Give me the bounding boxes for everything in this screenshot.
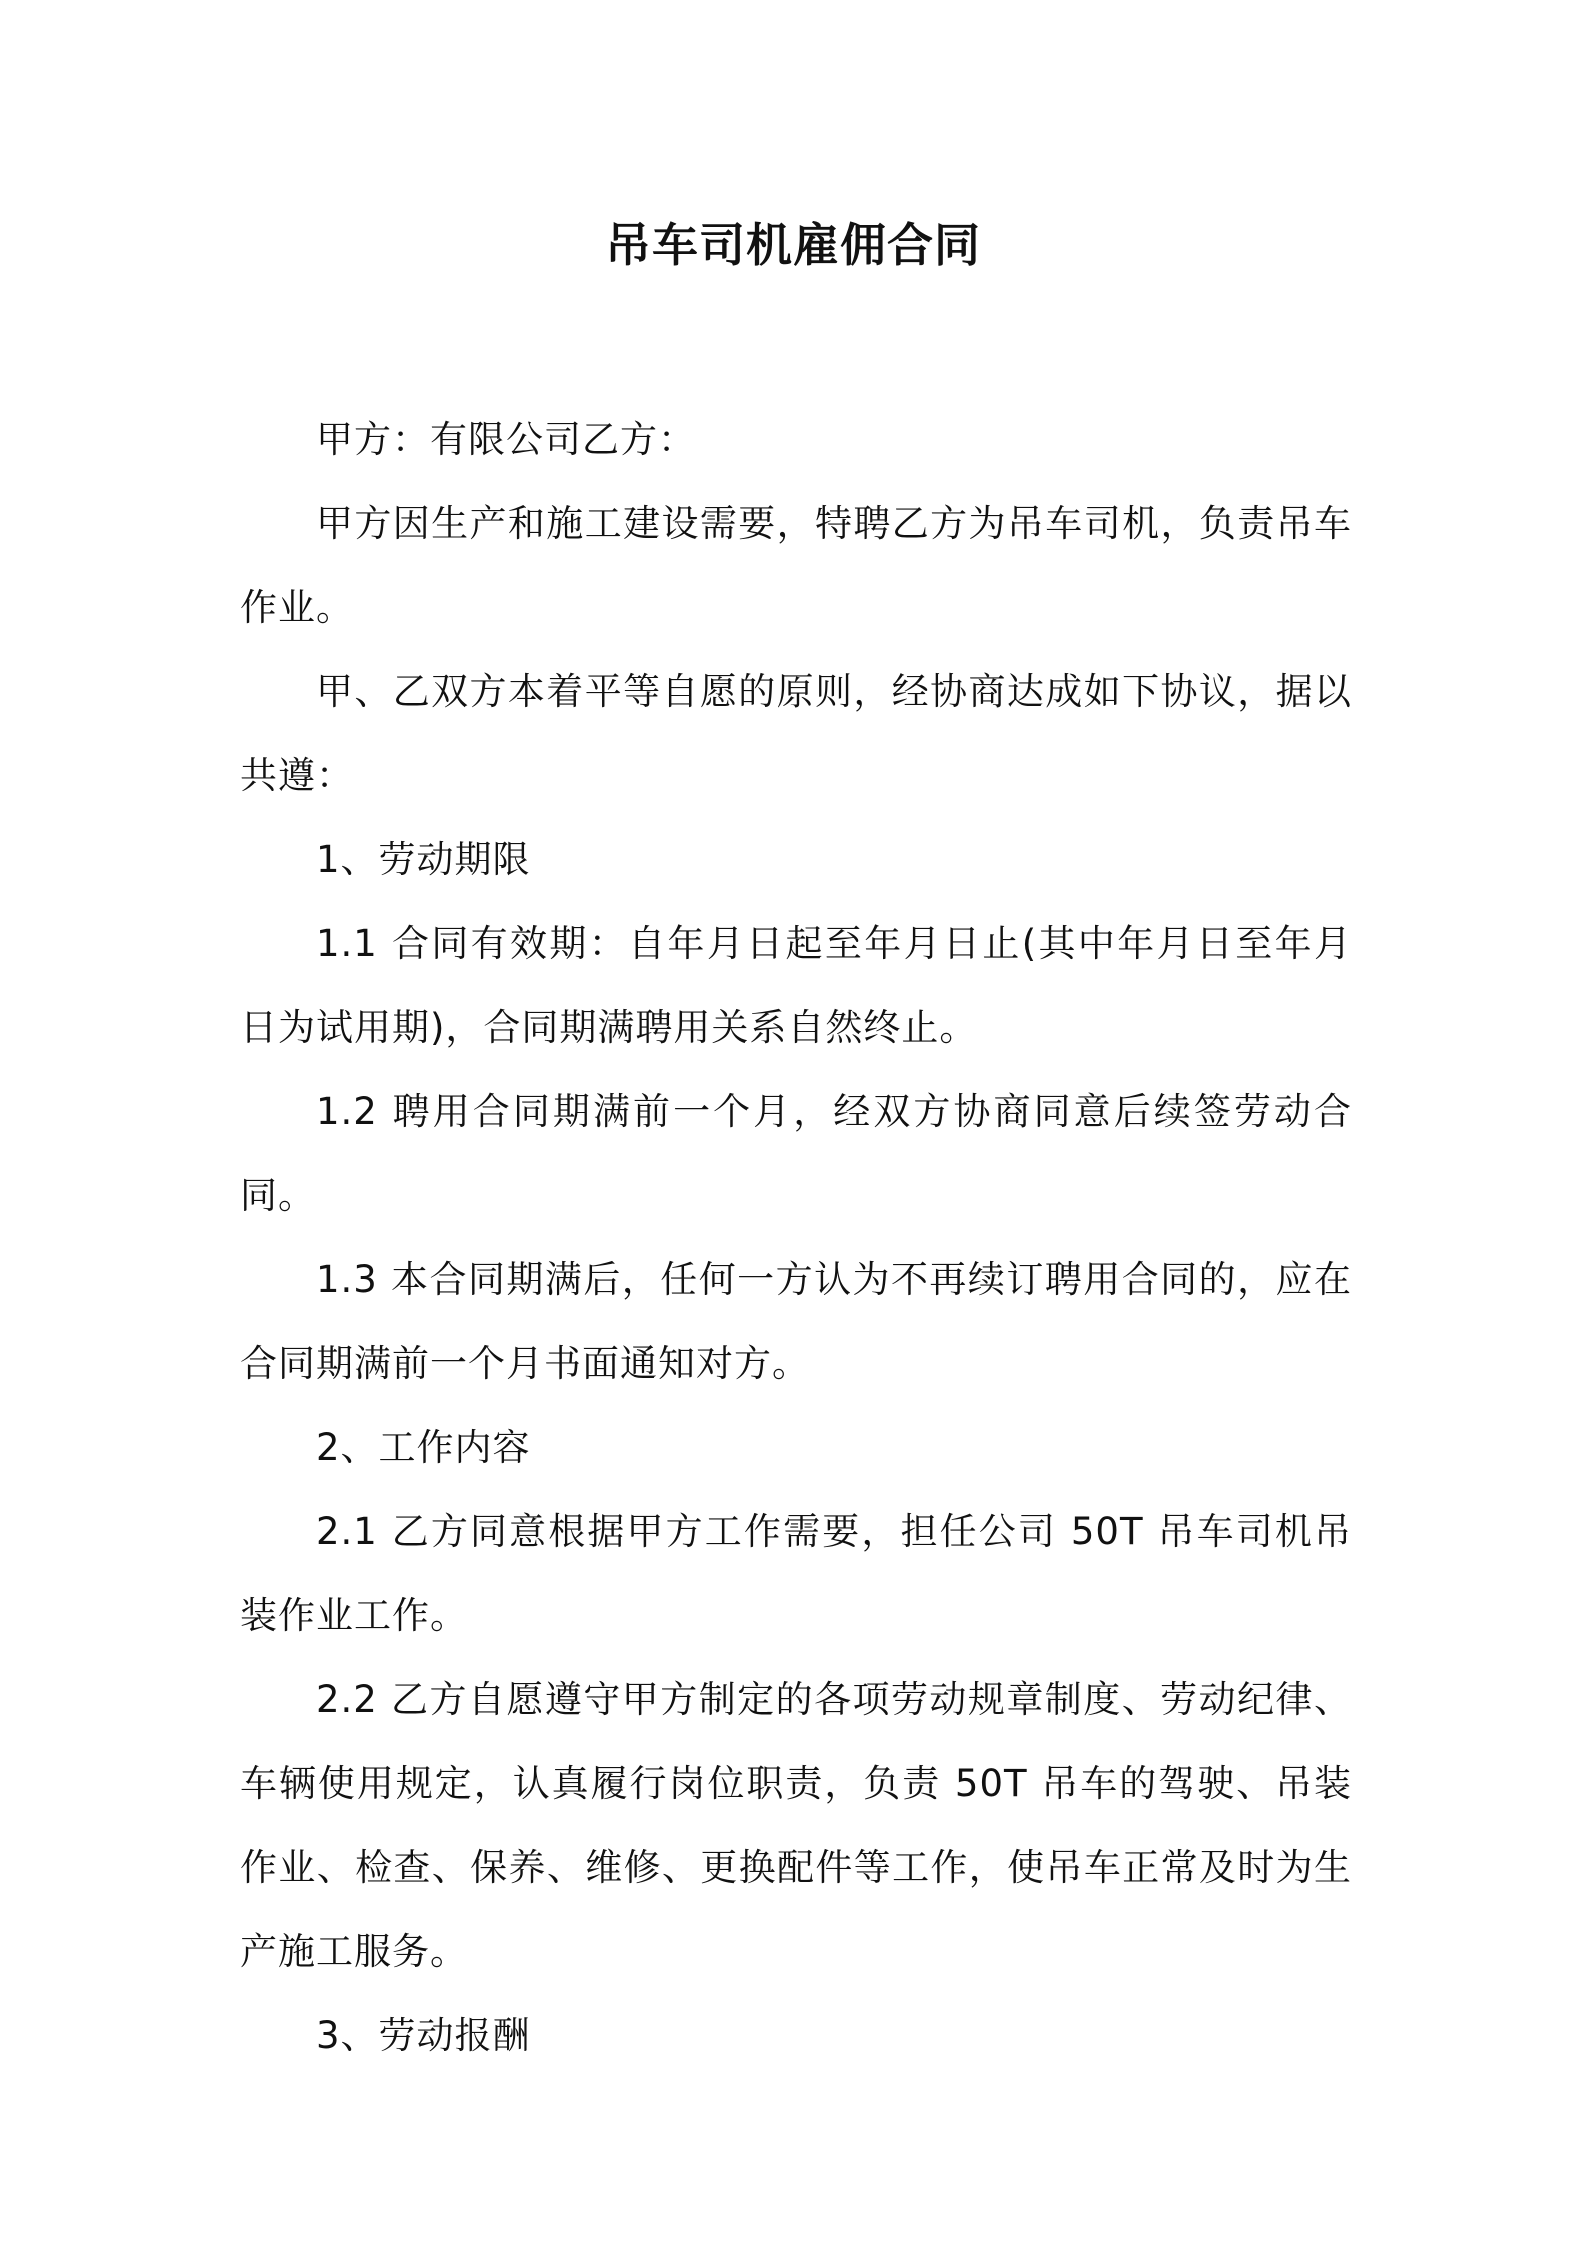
clause-2-2: 2.2 乙方自愿遵守甲方制定的各项劳动规章制度、劳动纪律、车辆使用规定，认真履行岗位职责，负责 50T 吊车的驾驶、吊装作业、检查、保养、维修、更换配件等工作，使吊车正常及时为生产施工服务。 [240, 1678, 1352, 1973]
document-title: 吊车司机雇佣合同 [605, 218, 981, 272]
section-heading-pay: 3、劳动报酬 [316, 2014, 531, 2057]
agreement-paragraph: 甲、乙双方本着平等自愿的原则，经协商达成如下协议，据以共遵： [240, 670, 1352, 797]
clause-1-3: 1.3 本合同期满后，任何一方认为不再续订聘用合同的，应在合同期满前一个月书面通知对方。 [240, 1258, 1352, 1385]
section-heading-term: 1、劳动期限 [316, 838, 531, 881]
purpose-paragraph: 甲方因生产和施工建设需要，特聘乙方为吊车司机，负责吊车作业。 [240, 502, 1352, 629]
clause-2-1: 2.1 乙方同意根据甲方工作需要，担任公司 50T 吊车司机吊装作业工作。 [240, 1510, 1352, 1637]
party-line: 甲方：有限公司乙方： [316, 418, 696, 461]
section-heading-work: 2、工作内容 [316, 1426, 531, 1469]
clause-1-1: 1.1 合同有效期：自年月日起至年月日止(其中年月日至年月日为试用期)，合同期满聘用关系自然终止。 [240, 922, 1352, 1049]
contract-body [240, 398, 1352, 2078]
clause-1-2: 1.2 聘用合同期满前一个月，经双方协商同意后续签劳动合同。 [240, 1090, 1352, 1217]
